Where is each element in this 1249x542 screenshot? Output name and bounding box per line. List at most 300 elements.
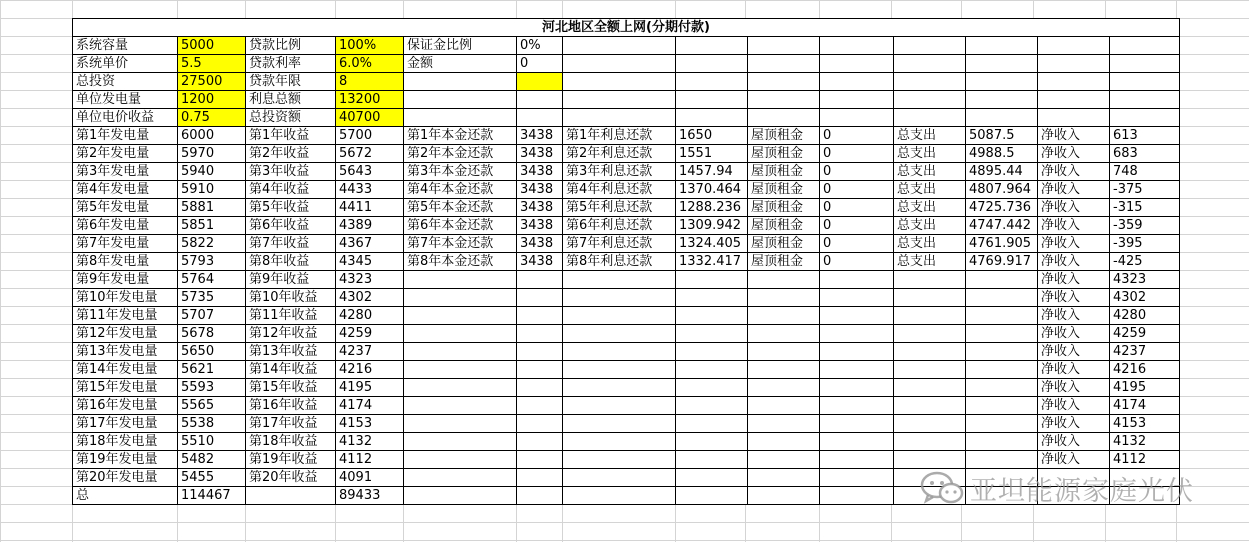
cell[interactable]: 净收入 [1038,379,1110,397]
cell[interactable] [676,55,748,73]
cell[interactable] [404,361,517,379]
cell[interactable] [820,109,894,127]
cell[interactable]: 4411 [336,199,404,217]
cell[interactable]: 第10年发电量 [73,289,178,307]
cell[interactable]: 总支出 [894,253,966,271]
cell[interactable]: 4195 [336,379,404,397]
cell[interactable] [966,307,1038,325]
cell[interactable]: 0 [820,127,894,145]
cell[interactable]: 屋顶租金 [748,145,820,163]
cell[interactable]: 8 [336,73,404,91]
cell[interactable] [748,469,820,487]
cell[interactable] [966,55,1038,73]
cell[interactable]: 总支出 [894,217,966,235]
cell[interactable]: 第9年发电量 [73,271,178,289]
cell[interactable]: 1324.405 [676,235,748,253]
cell[interactable] [820,451,894,469]
cell[interactable]: 第3年发电量 [73,163,178,181]
cell[interactable] [563,469,676,487]
cell[interactable] [748,361,820,379]
cell[interactable]: 1370.464 [676,181,748,199]
cell[interactable]: 4725.736 [966,199,1038,217]
cell[interactable]: 保证金比例 [404,37,517,55]
cell[interactable]: 第17年发电量 [73,415,178,433]
cell[interactable] [748,307,820,325]
cell[interactable] [820,343,894,361]
cell[interactable] [517,271,563,289]
cell[interactable]: 净收入 [1038,361,1110,379]
cell[interactable]: 1288.236 [676,199,748,217]
cell[interactable]: 总支出 [894,181,966,199]
cell[interactable] [966,415,1038,433]
cell[interactable]: 5087.5 [966,127,1038,145]
cell[interactable]: 净收入 [1038,199,1110,217]
cell[interactable]: 总支出 [894,127,966,145]
cell[interactable]: 5851 [178,217,246,235]
cell[interactable]: 4259 [336,325,404,343]
cell[interactable]: 第19年发电量 [73,451,178,469]
cell[interactable]: 4216 [1110,361,1180,379]
cell[interactable] [748,451,820,469]
cell[interactable] [676,73,748,91]
cell[interactable]: 4769.917 [966,253,1038,271]
cell[interactable] [404,271,517,289]
cell[interactable]: -425 [1110,253,1180,271]
cell[interactable]: 第4年本金还款 [404,181,517,199]
cell[interactable] [404,109,517,127]
cell[interactable]: 屋顶租金 [748,163,820,181]
cell[interactable]: 683 [1110,145,1180,163]
cell[interactable]: 净收入 [1038,325,1110,343]
cell[interactable] [563,343,676,361]
cell[interactable]: 第1年利息还款 [563,127,676,145]
cell[interactable]: 第14年收益 [246,361,336,379]
cell[interactable]: 贷款年限 [246,73,336,91]
cell[interactable]: 第17年收益 [246,415,336,433]
cell[interactable] [404,325,517,343]
cell[interactable]: 第8年发电量 [73,253,178,271]
cell[interactable]: 净收入 [1038,397,1110,415]
cell[interactable] [748,271,820,289]
cell[interactable] [563,397,676,415]
cell[interactable]: 5678 [178,325,246,343]
cell[interactable] [563,289,676,307]
cell[interactable]: 3438 [517,217,563,235]
cell[interactable]: 屋顶租金 [748,181,820,199]
cell[interactable] [966,397,1038,415]
cell[interactable]: 第6年收益 [246,217,336,235]
cell[interactable] [748,37,820,55]
cell[interactable]: 单位发电量 [73,91,178,109]
cell[interactable]: 第1年收益 [246,127,336,145]
cell[interactable]: 5510 [178,433,246,451]
cell[interactable] [894,73,966,91]
cell[interactable]: 5764 [178,271,246,289]
cell[interactable]: 4323 [1110,271,1180,289]
cell[interactable]: 第7年发电量 [73,235,178,253]
cell[interactable] [820,379,894,397]
cell[interactable] [894,433,966,451]
cell[interactable]: 5538 [178,415,246,433]
cell[interactable]: 5970 [178,145,246,163]
cell[interactable] [676,451,748,469]
cell[interactable] [246,487,336,505]
cell[interactable]: 0 [820,145,894,163]
cell[interactable] [820,325,894,343]
cell[interactable]: 金额 [404,55,517,73]
cell[interactable] [676,487,748,505]
cell[interactable]: 5910 [178,181,246,199]
cell[interactable]: 净收入 [1038,235,1110,253]
cell[interactable] [894,109,966,127]
cell[interactable] [517,379,563,397]
cell[interactable]: 4367 [336,235,404,253]
cell[interactable] [563,379,676,397]
cell[interactable] [966,289,1038,307]
cell[interactable] [820,433,894,451]
cell[interactable] [676,91,748,109]
cell[interactable]: 4345 [336,253,404,271]
cell[interactable] [894,451,966,469]
cell[interactable]: 4174 [1110,397,1180,415]
cell[interactable]: 0 [820,217,894,235]
cell[interactable] [966,361,1038,379]
cell[interactable]: 净收入 [1038,181,1110,199]
cell[interactable] [676,397,748,415]
cell[interactable]: 第12年发电量 [73,325,178,343]
cell[interactable]: 第11年收益 [246,307,336,325]
cell[interactable]: 第6年发电量 [73,217,178,235]
cell[interactable]: 第5年本金还款 [404,199,517,217]
cell[interactable]: 单位电价收益 [73,109,178,127]
cell[interactable] [404,379,517,397]
cell[interactable] [966,433,1038,451]
cell[interactable]: 4433 [336,181,404,199]
cell[interactable]: 第10年收益 [246,289,336,307]
cell[interactable]: 第15年收益 [246,379,336,397]
cell[interactable]: 4237 [1110,343,1180,361]
cell[interactable]: 净收入 [1038,217,1110,235]
cell[interactable]: 3438 [517,127,563,145]
cell[interactable] [404,289,517,307]
cell[interactable]: 净收入 [1038,451,1110,469]
cell[interactable] [676,325,748,343]
cell[interactable]: 4153 [1110,415,1180,433]
cell[interactable] [563,415,676,433]
cell[interactable]: 5650 [178,343,246,361]
cell[interactable] [404,487,517,505]
cell[interactable] [563,109,676,127]
cell[interactable] [894,91,966,109]
cell[interactable]: 第2年本金还款 [404,145,517,163]
cell[interactable]: 5940 [178,163,246,181]
cell[interactable]: 5482 [178,451,246,469]
cell[interactable] [404,307,517,325]
cell[interactable] [748,325,820,343]
cell[interactable]: 屋顶租金 [748,217,820,235]
cell[interactable] [404,73,517,91]
cell[interactable] [676,415,748,433]
cell[interactable] [517,289,563,307]
cell[interactable]: 4132 [1110,433,1180,451]
cell[interactable] [1038,55,1110,73]
cell[interactable]: 贷款利率 [246,55,336,73]
cell[interactable]: 净收入 [1038,127,1110,145]
cell[interactable] [517,73,563,91]
cell[interactable] [676,37,748,55]
cell[interactable] [676,109,748,127]
cell[interactable]: 1650 [676,127,748,145]
cell[interactable]: 第16年收益 [246,397,336,415]
cell[interactable] [1110,73,1180,91]
cell[interactable] [748,91,820,109]
cell[interactable]: 6000 [178,127,246,145]
cell[interactable] [404,451,517,469]
cell[interactable]: 5621 [178,361,246,379]
cell[interactable] [748,289,820,307]
cell[interactable]: 5565 [178,397,246,415]
cell[interactable] [517,109,563,127]
cell[interactable] [748,379,820,397]
cell[interactable]: 4280 [1110,307,1180,325]
cell[interactable]: 748 [1110,163,1180,181]
cell[interactable] [748,487,820,505]
cell[interactable] [748,415,820,433]
cell[interactable]: 5700 [336,127,404,145]
cell[interactable]: 3438 [517,235,563,253]
cell[interactable] [563,271,676,289]
cell[interactable] [563,91,676,109]
cell[interactable]: -315 [1110,199,1180,217]
cell[interactable]: 第11年发电量 [73,307,178,325]
cell[interactable]: 5643 [336,163,404,181]
cell[interactable] [966,109,1038,127]
cell[interactable]: 1457.94 [676,163,748,181]
cell[interactable] [894,325,966,343]
cell[interactable] [404,415,517,433]
cell[interactable] [676,289,748,307]
cell[interactable] [404,469,517,487]
cell[interactable]: 第8年利息还款 [563,253,676,271]
cell[interactable]: 4761.905 [966,235,1038,253]
cell[interactable]: 4237 [336,343,404,361]
cell[interactable]: 净收入 [1038,307,1110,325]
cell[interactable]: 4280 [336,307,404,325]
cell[interactable]: 5672 [336,145,404,163]
cell[interactable]: 第20年收益 [246,469,336,487]
cell[interactable]: 第2年利息还款 [563,145,676,163]
cell[interactable]: 27500 [178,73,246,91]
cell[interactable]: 3438 [517,253,563,271]
cell[interactable]: 总投资 [73,73,178,91]
cell[interactable] [676,271,748,289]
cell[interactable]: 0 [820,199,894,217]
cell[interactable]: 第5年收益 [246,199,336,217]
cell[interactable]: 第3年利息还款 [563,163,676,181]
cell[interactable]: 4323 [336,271,404,289]
cell[interactable] [517,469,563,487]
cell[interactable] [820,415,894,433]
cell[interactable] [820,469,894,487]
cell[interactable] [517,343,563,361]
cell[interactable]: 第6年利息还款 [563,217,676,235]
cell[interactable]: 0 [517,55,563,73]
cell[interactable]: 3438 [517,181,563,199]
cell[interactable]: 3438 [517,145,563,163]
cell[interactable] [1110,91,1180,109]
cell[interactable]: 第14年发电量 [73,361,178,379]
cell[interactable]: 第16年发电量 [73,397,178,415]
cell[interactable]: 4153 [336,415,404,433]
cell[interactable] [894,271,966,289]
cell[interactable] [676,343,748,361]
cell[interactable] [748,73,820,91]
cell[interactable]: 第2年收益 [246,145,336,163]
cell[interactable] [894,55,966,73]
cell[interactable]: 4389 [336,217,404,235]
cell[interactable]: 0% [517,37,563,55]
cell[interactable]: 4895.44 [966,163,1038,181]
cell[interactable] [748,109,820,127]
cell[interactable]: 1200 [178,91,246,109]
cell[interactable]: 4302 [1110,289,1180,307]
cell[interactable]: 屋顶租金 [748,253,820,271]
cell[interactable] [517,325,563,343]
cell[interactable]: 0 [820,181,894,199]
cell[interactable]: 0 [820,163,894,181]
cell[interactable] [894,361,966,379]
cell[interactable] [820,73,894,91]
cell[interactable] [966,271,1038,289]
cell[interactable]: 4259 [1110,325,1180,343]
cell[interactable] [820,91,894,109]
cell[interactable]: 第4年利息还款 [563,181,676,199]
cell[interactable]: 屋顶租金 [748,199,820,217]
cell[interactable]: 第5年发电量 [73,199,178,217]
cell[interactable] [517,307,563,325]
cell[interactable] [517,361,563,379]
cell[interactable] [894,397,966,415]
cell[interactable] [966,379,1038,397]
cell[interactable]: 0 [820,253,894,271]
cell[interactable] [563,451,676,469]
cell[interactable]: 4174 [336,397,404,415]
cell[interactable]: 1551 [676,145,748,163]
cell[interactable]: 5822 [178,235,246,253]
cell[interactable]: 4216 [336,361,404,379]
cell[interactable] [517,415,563,433]
cell[interactable]: 第7年本金还款 [404,235,517,253]
cell[interactable]: 第13年发电量 [73,343,178,361]
cell[interactable]: 总 [73,487,178,505]
cell[interactable] [894,343,966,361]
cell[interactable]: 3438 [517,163,563,181]
cell[interactable]: 6.0% [336,55,404,73]
cell[interactable]: 净收入 [1038,415,1110,433]
cell[interactable] [966,343,1038,361]
cell[interactable]: -359 [1110,217,1180,235]
cell[interactable]: 第1年发电量 [73,127,178,145]
cell[interactable]: 净收入 [1038,253,1110,271]
cell[interactable]: 第12年收益 [246,325,336,343]
cell[interactable]: 5793 [178,253,246,271]
cell[interactable]: 总投资额 [246,109,336,127]
sheet-title[interactable]: 河北地区全额上网(分期付款) [73,19,1180,37]
cell[interactable]: 5881 [178,199,246,217]
cell[interactable] [894,307,966,325]
cell[interactable]: 第3年本金还款 [404,163,517,181]
cell[interactable] [894,37,966,55]
cell[interactable]: 5593 [178,379,246,397]
cell[interactable]: 第3年收益 [246,163,336,181]
cell[interactable] [820,37,894,55]
cell[interactable]: 第7年收益 [246,235,336,253]
cell[interactable]: 总支出 [894,235,966,253]
cell[interactable]: 系统单价 [73,55,178,73]
cell[interactable] [1110,37,1180,55]
cell[interactable]: 第9年收益 [246,271,336,289]
cell[interactable]: 4747.442 [966,217,1038,235]
cell[interactable] [1110,55,1180,73]
cell[interactable]: 净收入 [1038,163,1110,181]
cell[interactable]: 屋顶租金 [748,235,820,253]
cell[interactable]: 4132 [336,433,404,451]
cell[interactable] [404,397,517,415]
cell[interactable]: 第8年收益 [246,253,336,271]
cell[interactable]: 1309.942 [676,217,748,235]
cell[interactable] [517,397,563,415]
cell[interactable]: 屋顶租金 [748,127,820,145]
cell[interactable] [517,91,563,109]
cell[interactable] [966,37,1038,55]
cell[interactable] [563,307,676,325]
cell[interactable]: 第7年利息还款 [563,235,676,253]
cell[interactable] [748,343,820,361]
cell[interactable] [563,433,676,451]
cell[interactable] [820,307,894,325]
cell[interactable]: 净收入 [1038,289,1110,307]
cell[interactable] [404,433,517,451]
cell[interactable] [676,379,748,397]
cell[interactable]: 利息总额 [246,91,336,109]
cell[interactable] [563,55,676,73]
cell[interactable]: 5.5 [178,55,246,73]
cell[interactable]: 4302 [336,289,404,307]
cell[interactable]: 第5年利息还款 [563,199,676,217]
cell[interactable] [966,91,1038,109]
cell[interactable]: -375 [1110,181,1180,199]
cell[interactable] [820,289,894,307]
cell[interactable]: 0 [820,235,894,253]
cell[interactable]: 第6年本金还款 [404,217,517,235]
cell[interactable]: 5735 [178,289,246,307]
cell[interactable]: 4091 [336,469,404,487]
cell[interactable] [820,271,894,289]
cell[interactable]: 5455 [178,469,246,487]
cell[interactable] [563,325,676,343]
cell[interactable]: 4112 [1110,451,1180,469]
cell[interactable]: 第1年本金还款 [404,127,517,145]
cell[interactable] [676,433,748,451]
cell[interactable]: 4195 [1110,379,1180,397]
cell[interactable]: 13200 [336,91,404,109]
cell[interactable]: 第19年收益 [246,451,336,469]
cell[interactable]: 第4年发电量 [73,181,178,199]
cell[interactable]: 4807.964 [966,181,1038,199]
cell[interactable]: 4988.5 [966,145,1038,163]
cell[interactable]: 613 [1110,127,1180,145]
cell[interactable]: 89433 [336,487,404,505]
